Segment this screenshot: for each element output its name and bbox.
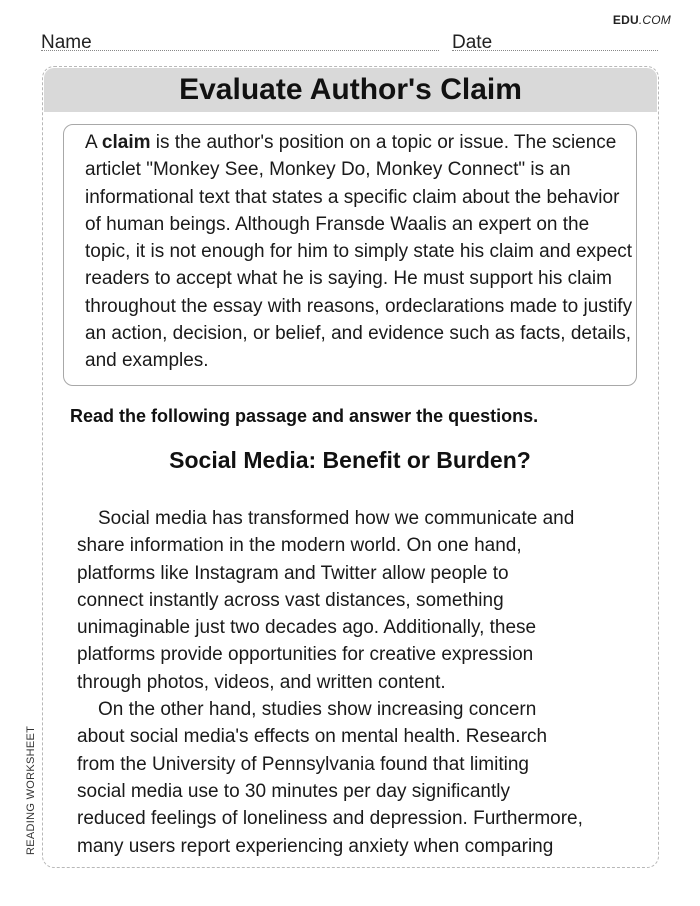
passage-line: connect instantly across vast distances, something (77, 589, 504, 611)
claim-body: is the author's position on a topic or issue. The science articlet "Monkey See, Monkey Do, Monkey Connect" is an informational text that states a specific claim about the behavior of human beings. Although Fransde Waalis an expert on the topic, it is not enough for him to simply state his claim and expect readers to accept what he is saying. He must support his claim throughout the essay with reasons, ordeclarations made to justify an action, decision, or belief, and evidence such as facts, details, and examples. (85, 132, 633, 372)
passage-title: Social Media: Benefit or Burden? (169, 447, 531, 473)
passage-line: from the University of Pennsylvania found that limiting (77, 753, 529, 775)
passage-line: platforms like Instagram and Twitter allow people to (77, 562, 509, 584)
passage-line: share information in the modern world. On one hand, (77, 535, 522, 557)
claim-definition-text (85, 129, 635, 375)
date-label: Date (452, 32, 493, 53)
brand-logo (613, 13, 671, 27)
date-field-line[interactable] (452, 50, 658, 51)
passage-line: about social media's effects on mental health. Research (77, 726, 548, 748)
passage-line: many users report experiencing anxiety when comparing (77, 835, 554, 857)
passage-line: social media use to 30 minutes per day significantly (77, 780, 511, 802)
passage-line: unimaginable just two decades ago. Additionally, these (77, 617, 537, 639)
passage-line: On the other hand, studies show increasing concern (98, 699, 537, 721)
brand-logo-bold: EDU (612, 13, 639, 27)
instruction-text: Read the following passage and answer the questions. (70, 406, 539, 426)
passage-body (77, 505, 637, 860)
claim-prefix: A (85, 132, 102, 153)
passage-line: reduced feelings of loneliness and depression. Furthermore, (77, 808, 583, 830)
name-label: Name (41, 32, 92, 53)
title-bar (44, 68, 657, 112)
brand-logo-suffix: .COM (638, 13, 671, 27)
name-field-line[interactable] (41, 50, 439, 51)
worksheet-title: Evaluate Author's Claim (179, 73, 522, 106)
side-label: READING WORKSHEET (25, 725, 37, 855)
passage-line: Social media has transformed how we communicate and (98, 508, 575, 529)
claim-keyword: claim (101, 132, 151, 153)
passage-line: platforms provide opportunities for creative expression (77, 644, 534, 666)
passage-line: through photos, videos, and written content. (77, 671, 446, 693)
